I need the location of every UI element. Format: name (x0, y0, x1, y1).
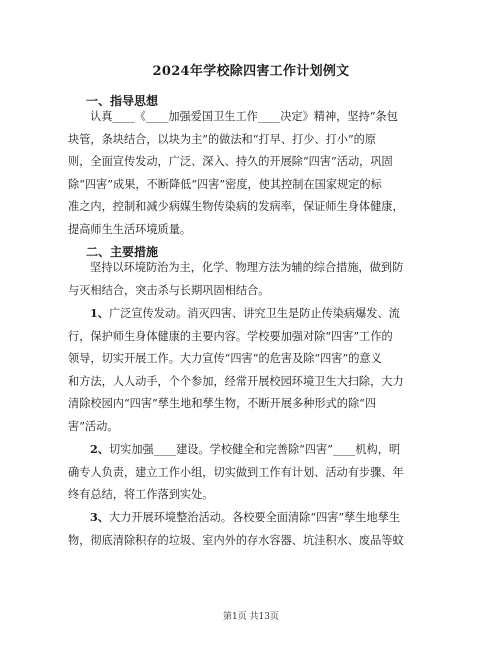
item-text: 切实加强____建设。学校健全和完善除“四害”____机构，明 (108, 443, 401, 456)
paragraph-organization (68, 438, 434, 507)
text-line: 与灭相结合，突击杀与长期巩固相结合。 (68, 283, 270, 297)
item-number: 2、 (90, 442, 109, 456)
text-line: 认真____《____加强爱国卫生工作____决定》精神，坚持“条包 (90, 110, 398, 123)
paragraph-guiding-ideology (68, 106, 434, 242)
text-line: 除“四害”成果，不断降低“四害”密度，使其控制在国家规定的标 (68, 177, 382, 191)
text-line: 坚持以环境防治为主，化学、物理方法为辅的综合措施，做到防 (90, 261, 404, 274)
section-heading-main-measures: 二、主要措施 (86, 245, 159, 259)
text-line: 提高师生生活环境质量。 (68, 222, 192, 236)
text-line: 物，彻底清除积存的垃圾、室内外的存水容器、坑洼积水、废品等蚊 (68, 533, 404, 547)
text-line: 清除校园内“四害”孳生地和孳生物，不断开展多种形式的除“四 (68, 397, 377, 411)
text-line: 害”活动。 (68, 419, 119, 433)
item-number: 1、 (90, 306, 109, 320)
item-text: 大力开展环境整治活动。各校要全面清除“四害”孳生地孳生 (108, 511, 401, 524)
text-line (68, 438, 434, 462)
paragraph-measures-intro (68, 257, 434, 302)
paragraph-environment (68, 506, 434, 552)
text-line: 确专人负责，建立工作小组，切实做到工作有计划、活动有步骤、年 (68, 465, 404, 479)
text-line: 终有总结，将工作落到实处。 (68, 488, 214, 502)
item-number: 3、 (90, 510, 109, 524)
item-text: 广泛宣传发动。消灭四害、讲究卫生是防止传染病爆发、流 (108, 307, 400, 320)
text-line (68, 506, 434, 530)
paragraph-publicity (68, 302, 434, 439)
text-line: 行，保护师生身体健康的主要内容。学校要加强对除“四害”工作的 (68, 329, 393, 343)
text-line: 则，全面宣传发动，广泛、深入、持久的开展除“四害”活动，巩固 (68, 155, 393, 169)
page-number-footer: 第1页 共13页 (222, 612, 280, 622)
text-line: 和方法，人人动手，个个参加，经常开展校园环境卫生大扫除，大力 (68, 374, 404, 388)
document-title: 2024年学校除四害工作计划例文 (152, 64, 350, 79)
text-line: 领导，切实开展工作。大力宣传“四害”的危害及除“四害”的意义 (68, 352, 382, 366)
text-line: 块管，条块结合，以块为主”的做法和“打早、打少、打小”的原 (68, 132, 377, 146)
text-line (68, 302, 434, 326)
section-heading-guiding-ideology: 一、指导思想 (86, 94, 159, 108)
text-line: 准之内，控制和减少病媒生物传染病的发病率，保证师生身体健康， (68, 200, 404, 214)
